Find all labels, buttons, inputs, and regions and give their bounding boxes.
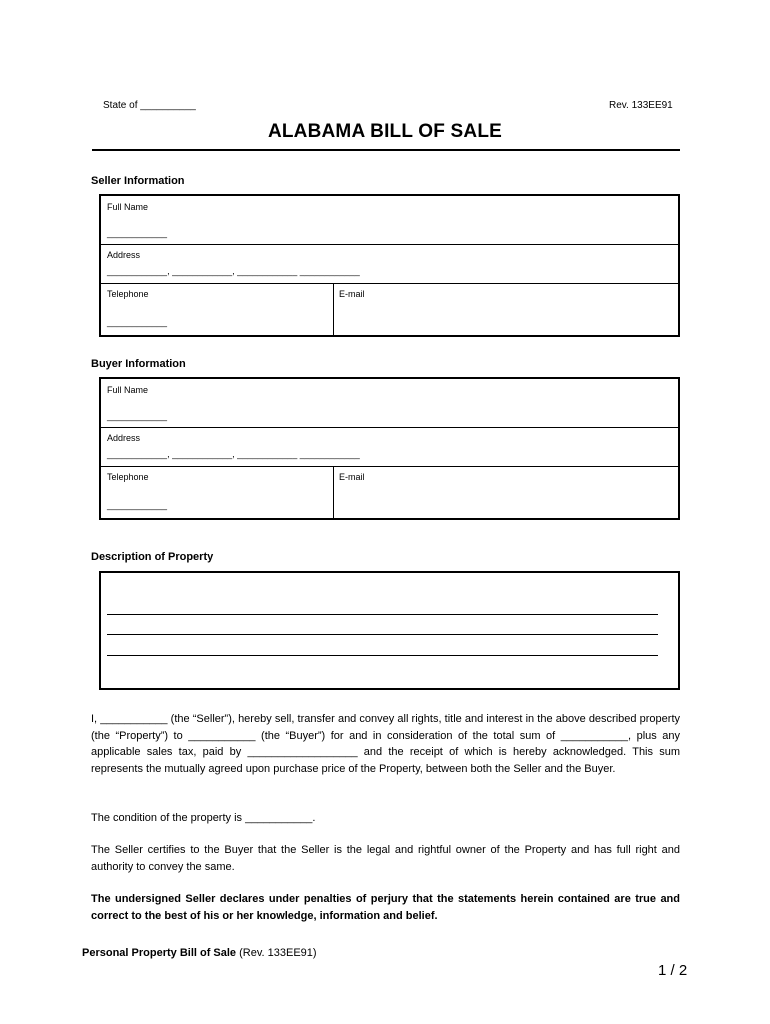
buyer-full-name-cell[interactable]	[101, 379, 678, 427]
buyer-email-label: E-mail	[339, 472, 365, 482]
buyer-address-value: ____________, ____________, ____________ ____________	[107, 449, 360, 459]
seller-telephone-cell[interactable]	[101, 283, 333, 335]
buyer-telephone-label: Telephone	[107, 472, 149, 482]
buyer-email-cell[interactable]	[333, 466, 678, 518]
condition-statement: The condition of the property is ___________.	[91, 812, 316, 824]
document-title: ALABAMA BILL OF SALE	[267, 121, 503, 142]
buyer-info-box	[99, 377, 680, 520]
buyer-full-name-label: Full Name	[107, 385, 149, 395]
revision-number: Rev. 133EE91	[609, 100, 673, 111]
buyer-address-label: Address	[107, 433, 141, 443]
page-number: 1 / 2	[658, 962, 688, 979]
property-section-heading: Description of Property	[91, 551, 214, 563]
seller-address-value: ____________, ____________, ____________ ____________	[107, 266, 360, 276]
buyer-telephone-value: ____________	[107, 500, 168, 510]
buyer-full-name-value: ____________	[107, 411, 168, 421]
perjury-declaration: The undersigned Seller declares under penalties of perjury that the statements herein contained are true and correct to the best of his or her knowledge, information and belief.	[91, 893, 680, 922]
seller-telephone-value: ____________	[107, 317, 168, 327]
title-divider	[92, 149, 680, 151]
seller-email-cell[interactable]	[333, 283, 678, 335]
description-line-2	[107, 634, 658, 635]
description-line-1	[107, 614, 658, 615]
seller-address-cell[interactable]	[101, 244, 678, 283]
footer-revision: (Rev. 133EE91)	[236, 947, 317, 959]
state-field: State of __________	[103, 100, 196, 111]
description-line-3	[107, 655, 658, 656]
seller-address-label: Address	[107, 250, 141, 260]
property-description-box[interactable]	[99, 571, 680, 690]
seller-section-heading: Seller Information	[91, 175, 185, 187]
certification-paragraph: The Seller certifies to the Buyer that the Seller is the legal and rightful owner of the Property and has full right and authority to convey the same.	[91, 844, 680, 873]
seller-full-name-value: ____________	[107, 228, 168, 238]
seller-email-label: E-mail	[339, 289, 365, 299]
buyer-address-cell[interactable]	[101, 427, 678, 466]
seller-full-name-cell[interactable]	[101, 196, 678, 244]
seller-telephone-label: Telephone	[107, 289, 149, 299]
footer-document-name	[82, 947, 317, 959]
seller-full-name-label: Full Name	[107, 202, 149, 212]
footer-doc-title: Personal Property Bill of Sale	[82, 947, 237, 959]
buyer-section-heading: Buyer Information	[91, 358, 186, 370]
sale-statement-paragraph: I, ___________ (the “Seller”), hereby sell, transfer and convey all rights, title and interest in the above described property (the “Property”) to ___________ (the “Buyer”) for and in consideration of the total sum of ___________, plus any applicable sales tax, paid by __________________ and the receipt of which is hereby acknowledged. This sum represents the mutually agreed upon purchase price of the Property, between both the Seller and the Buyer.	[91, 713, 680, 775]
buyer-telephone-cell[interactable]	[101, 466, 333, 518]
seller-info-box	[99, 194, 680, 337]
